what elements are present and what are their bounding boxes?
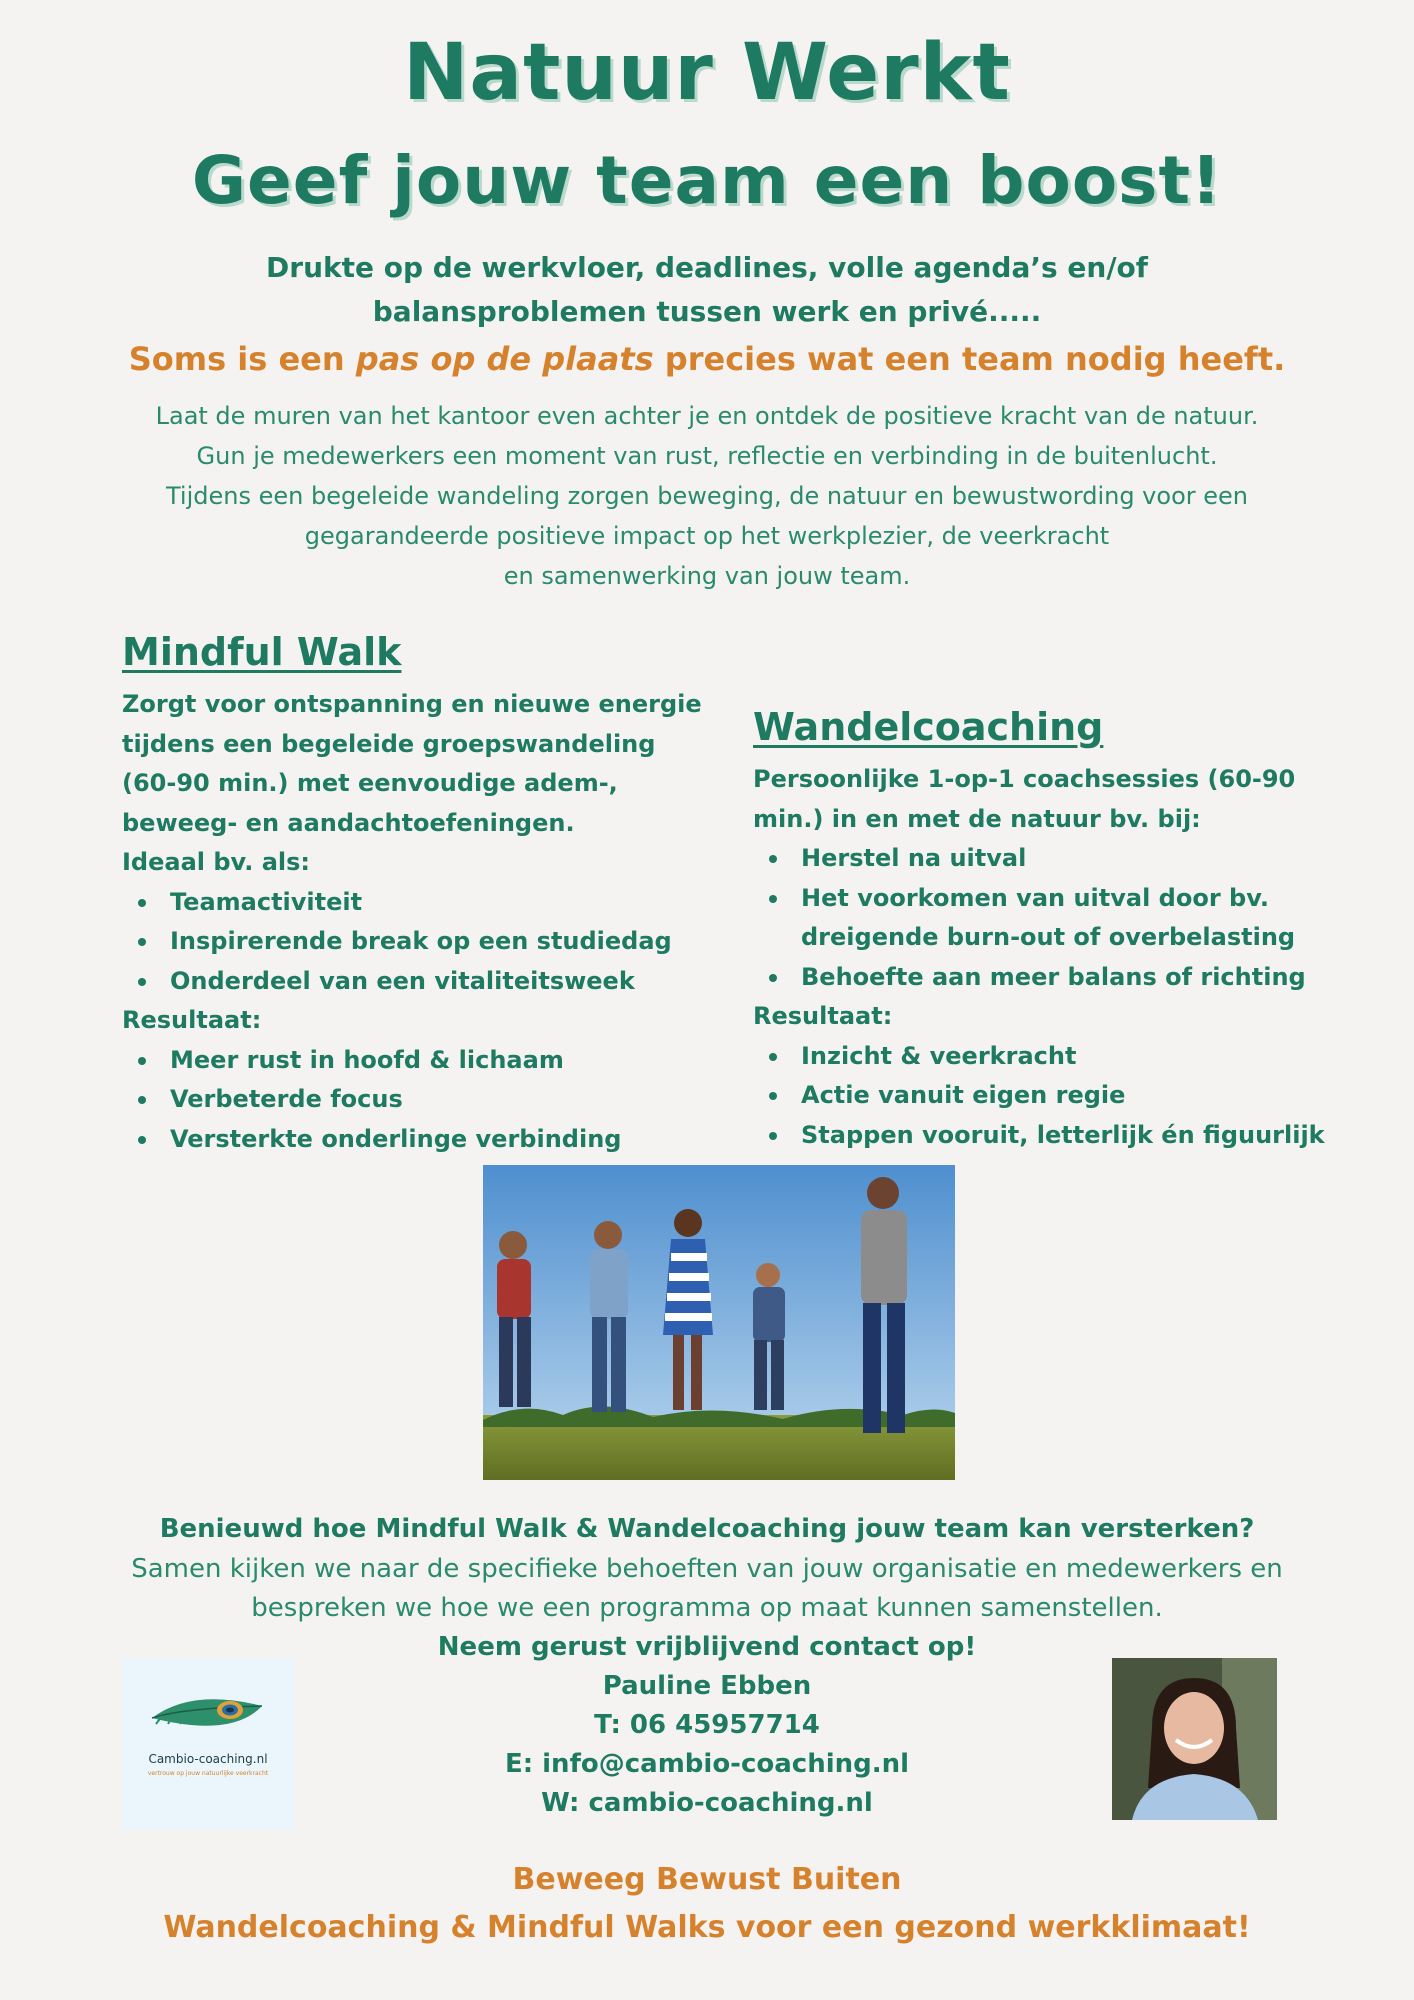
intro-highlight-suffix: precies wat een team nodig heeft.	[653, 340, 1286, 378]
wandelcoaching-section	[753, 700, 1373, 1155]
logo-name: Cambio-coaching.nl	[148, 1752, 268, 1766]
list-item: Behoefte aan meer balans of richting	[753, 958, 1373, 998]
contact-website: W: cambio-coaching.nl	[541, 1788, 873, 1818]
wandelcoaching-desc: min.) in en met de natuur bv. bij:	[753, 804, 1201, 833]
list-item: Herstel na uitval	[753, 839, 1373, 879]
list-item: Onderdeel van een vitaliteitsweek	[122, 962, 722, 1002]
intro-highlight-italic: pas op de plaats	[355, 340, 654, 378]
footer-slogan: Beweeg Bewust Buiten	[512, 1862, 902, 1897]
list-item: Actie vanuit eigen regie	[753, 1076, 1373, 1116]
contact-phone: T: 06 45957714	[594, 1710, 820, 1740]
group-walking-photo	[483, 1165, 955, 1480]
intro-bold-line-1: Drukte op de werkvloer, deadlines, volle agenda’s en/of	[266, 251, 1148, 284]
contact-cta: Neem gerust vrijblijvend contact op!	[437, 1632, 977, 1662]
wandelcoaching-desc: Persoonlijke 1-op-1 coachsessies (60-90	[753, 765, 1296, 793]
peacock-feather-icon	[122, 1658, 294, 1830]
result-list	[753, 1037, 1373, 1156]
ideal-list	[122, 883, 722, 1002]
mindful-walk-desc: tijdens een begeleide groepswandeling	[122, 729, 656, 758]
page-title: Natuur Werkt	[403, 28, 1011, 118]
coaching-list	[753, 839, 1373, 997]
list-item: Teamactiviteit	[122, 883, 722, 923]
intro-bold-line-2: balansproblemen tussen werk en privé.....	[372, 295, 1042, 328]
list-item	[753, 879, 1373, 958]
mindful-walk-desc: beweeg- en aandachtoefeningen.	[122, 808, 575, 837]
page-subtitle: Geef jouw team een boost!	[191, 142, 1223, 219]
result-label: Resultaat:	[753, 1002, 893, 1030]
intro-line: Laat de muren van het kantoor even achter je en ontdek de positieve kracht van de natuur.	[155, 402, 1259, 430]
contact-question: Benieuwd hoe Mindful Walk & Wandelcoaching jouw team kan versterken?	[159, 1514, 1255, 1544]
ideal-label: Ideaal bv. als:	[122, 848, 311, 876]
list-item: Verbeterde focus	[122, 1080, 722, 1120]
intro-line: Gun je medewerkers een moment van rust, reflectie en verbinding in de buitenlucht.	[196, 442, 1218, 470]
list-item-text: Het voorkomen van uitval door bv.	[801, 883, 1269, 912]
intro-paragraph	[60, 396, 1354, 596]
list-item: Versterkte onderlinge verbinding	[122, 1120, 722, 1160]
intro-line: en samenwerking van jouw team.	[503, 562, 911, 590]
contact-text-line-2: bespreken we hoe we een programma op maat kunnen samenstellen.	[251, 1593, 1163, 1623]
mindful-walk-section	[122, 625, 722, 1159]
intro-highlight-prefix: Soms is een	[128, 340, 356, 378]
result-label: Resultaat:	[122, 1006, 262, 1034]
intro-highlight	[0, 340, 1414, 378]
contact-email: E: info@cambio-coaching.nl	[504, 1749, 910, 1779]
logo-tagline: vertrouw op jouw natuurlijke veerkracht	[147, 1770, 269, 1777]
list-item: Inzicht & veerkracht	[753, 1037, 1373, 1077]
list-item: Inspirerende break op een studiedag	[122, 922, 722, 962]
result-list	[122, 1041, 722, 1160]
contact-text-line-1: Samen kijken we naar de specifieke behoeften van jouw organisatie en medewerkers en	[131, 1554, 1283, 1584]
list-item-text-cont: dreigende burn-out of overbelasting	[801, 923, 1296, 951]
intro-line: gegarandeerde positieve impact op het werkplezier, de veerkracht	[304, 522, 1110, 550]
footer-tagline: Wandelcoaching & Mindful Walks voor een gezond werkklimaat!	[163, 1910, 1251, 1945]
wandelcoaching-heading: Wandelcoaching	[753, 705, 1104, 749]
portrait-photo	[1112, 1658, 1277, 1820]
contact-name: Pauline Ebben	[602, 1671, 812, 1701]
list-item: Meer rust in hoofd & lichaam	[122, 1041, 722, 1081]
mindful-walk-desc: Zorgt voor ontspanning en nieuwe energie	[122, 690, 702, 718]
mindful-walk-desc: (60-90 min.) met eenvoudige adem-,	[122, 769, 618, 797]
mindful-walk-heading: Mindful Walk	[122, 630, 402, 674]
intro-line: Tijdens een begeleide wandeling zorgen beweging, de natuur en bewustwording voor een	[165, 482, 1248, 510]
cambio-logo	[122, 1658, 294, 1830]
list-item: Stappen vooruit, letterlijk én figuurlijk	[753, 1116, 1373, 1156]
